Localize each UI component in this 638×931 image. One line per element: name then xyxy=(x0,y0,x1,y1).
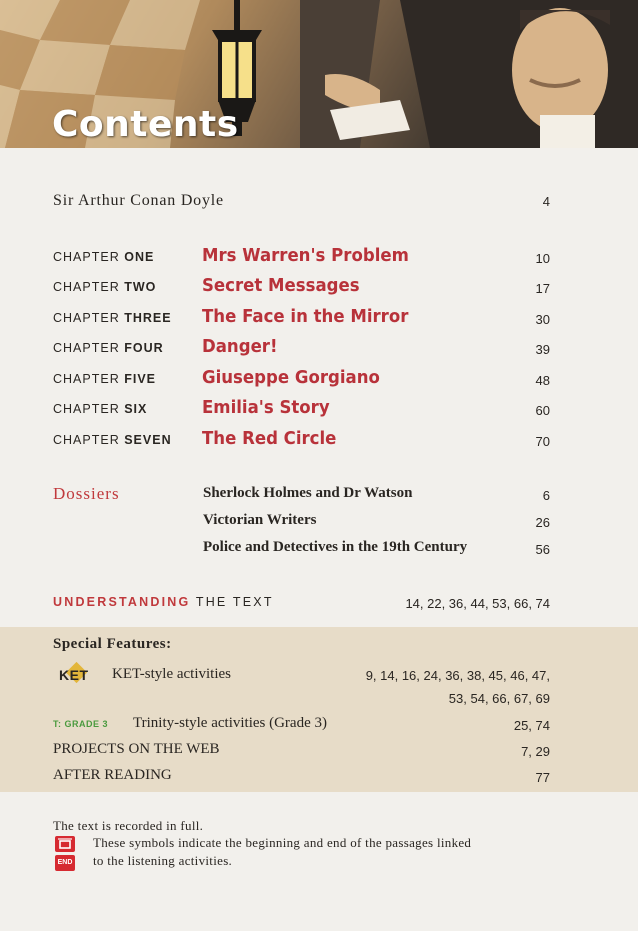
author-entry: Sir Arthur Conan Doyle xyxy=(53,192,224,209)
symbols-note-line1: These symbols indicate the beginning and end of the passages linked xyxy=(93,835,472,850)
ket-page-numbers-line1: 9, 14, 16, 24, 36, 38, 45, 46, 47, xyxy=(365,668,550,683)
dossier-page-number: 6 xyxy=(542,488,550,503)
header-illustration xyxy=(0,0,638,148)
chapter-page-number: 17 xyxy=(535,281,550,296)
chapter-label: CHAPTER FOUR xyxy=(53,341,164,355)
chapter-title[interactable]: The Face in the Mirror xyxy=(202,306,409,327)
dossier-page-number: 26 xyxy=(535,515,550,530)
audio-end-icon: END xyxy=(55,855,75,871)
recorded-note: The text is recorded in full. xyxy=(53,818,204,833)
chapter-label: CHAPTER ONE xyxy=(53,250,155,264)
dossier-item[interactable]: Sherlock Holmes and Dr Watson xyxy=(203,485,413,501)
chapter-title[interactable]: Secret Messages xyxy=(202,275,360,296)
chapter-title[interactable]: Emilia's Story xyxy=(202,397,330,418)
understanding-page-numbers: 14, 22, 36, 44, 53, 66, 74 xyxy=(405,596,550,611)
after-reading-page-number: 77 xyxy=(535,770,550,785)
projects-page-numbers: 7, 29 xyxy=(521,744,550,759)
audio-start-icon xyxy=(55,836,75,852)
trinity-activities-label: Trinity-style activities (Grade 3) xyxy=(133,715,327,731)
page-title: Contents xyxy=(52,104,239,145)
understanding-label: UNDERSTANDING THE TEXT xyxy=(53,595,274,609)
chapter-label: CHAPTER THREE xyxy=(53,311,172,325)
chapter-page-number: 70 xyxy=(535,434,550,449)
ket-activities-label: KET-style activities xyxy=(112,666,232,682)
chapter-label: CHAPTER FIVE xyxy=(53,372,157,386)
chapter-page-number: 30 xyxy=(535,312,550,327)
dossier-page-number: 56 xyxy=(535,542,550,557)
projects-on-web-label[interactable]: PROJECTS ON THE WEB xyxy=(53,741,220,757)
chapter-page-number: 10 xyxy=(535,251,550,266)
chapter-title[interactable]: Danger! xyxy=(202,336,278,357)
trinity-grade-badge: T: GRADE 3 xyxy=(53,719,109,729)
chapter-title[interactable]: The Red Circle xyxy=(202,428,337,449)
chapter-label: CHAPTER SIX xyxy=(53,402,148,416)
chapter-label: CHAPTER TWO xyxy=(53,280,157,294)
dossier-item[interactable]: Police and Detectives in the 19th Century xyxy=(203,539,468,555)
chapter-page-number: 39 xyxy=(535,342,550,357)
chapter-page-number: 60 xyxy=(535,403,550,418)
ket-badge: KET xyxy=(57,665,97,687)
after-reading-label[interactable]: AFTER READING xyxy=(53,767,172,783)
chapter-label: CHAPTER SEVEN xyxy=(53,433,172,447)
dossier-item[interactable]: Victorian Writers xyxy=(203,512,317,528)
ket-page-numbers-line2: 53, 54, 66, 67, 69 xyxy=(448,691,550,706)
chapter-title[interactable]: Mrs Warren's Problem xyxy=(202,245,409,266)
chapter-title[interactable]: Giuseppe Gorgiano xyxy=(202,367,380,388)
dossiers-heading: Dossiers xyxy=(53,484,120,503)
trinity-page-numbers: 25, 74 xyxy=(513,718,550,733)
author-page-number: 4 xyxy=(542,194,550,209)
chapter-page-number: 48 xyxy=(535,373,550,388)
special-features-heading: Special Features: xyxy=(53,636,172,652)
symbols-note-line2: to the listening activities. xyxy=(93,853,233,868)
